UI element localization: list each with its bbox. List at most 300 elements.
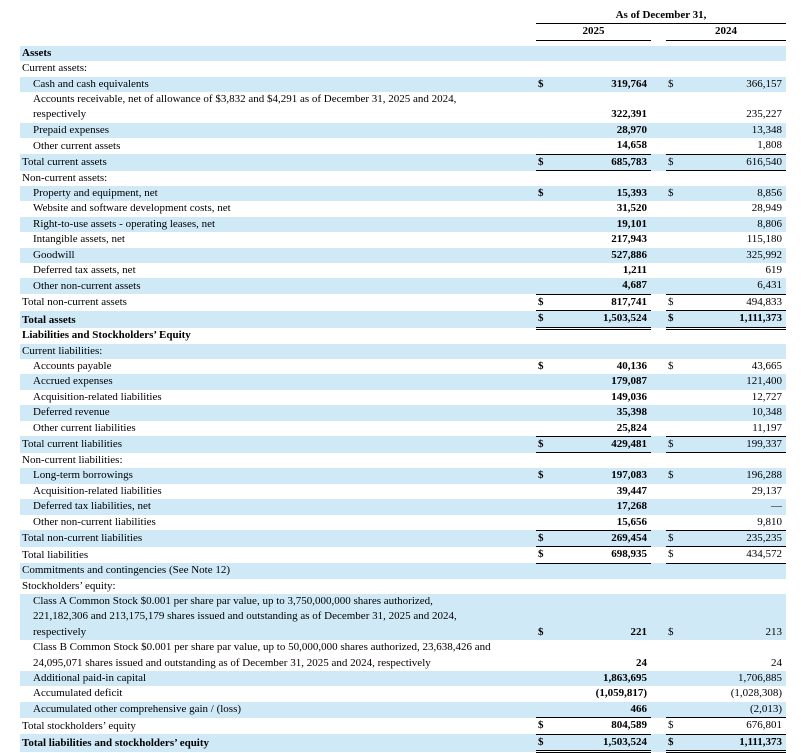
amount-wrap (536, 702, 651, 717)
amount-value: 269,454 (611, 531, 647, 544)
amount-wrap (536, 155, 651, 170)
amount-value: 35,398 (616, 406, 647, 419)
row-label: Other non-current assets (20, 278, 536, 294)
amount-wrap (666, 515, 786, 530)
dollar-sign: $ (668, 359, 674, 372)
amount-wrap (536, 515, 651, 530)
table-row (20, 201, 786, 216)
column-gap (651, 484, 666, 499)
amount-2025 (536, 453, 651, 468)
amount-value: 235,235 (746, 531, 783, 544)
amount-value: 28,949 (751, 202, 783, 215)
column-gap (651, 374, 666, 389)
column-gap (651, 201, 666, 216)
amount-value: 29,137 (751, 484, 783, 497)
row-label: Total assets (20, 311, 536, 328)
amount-wrap (536, 374, 651, 389)
amount-2025 (536, 217, 651, 232)
row-label: Accumulated deficit (33, 687, 123, 700)
column-gap (651, 453, 666, 468)
amount-wrap (536, 248, 651, 263)
amount-wrap (666, 547, 786, 562)
row-label-line: respectively (33, 625, 87, 638)
amount-2025 (536, 734, 651, 751)
dollar-sign: $ (538, 186, 544, 199)
dollar-sign: $ (538, 548, 544, 561)
column-gap (651, 92, 666, 123)
row-label: Website and software development costs, net (33, 202, 231, 215)
row-label: Non-current liabilities: (22, 453, 123, 466)
table-row (20, 579, 786, 594)
table-row (20, 421, 786, 437)
amount-2025 (536, 61, 651, 76)
amount-2025 (536, 311, 651, 328)
amount-value: 13,348 (751, 123, 783, 136)
dollar-sign: $ (668, 735, 674, 748)
amount-2025 (536, 374, 651, 389)
amount-2024 (666, 453, 786, 468)
column-gap (651, 278, 666, 294)
amount-wrap (536, 390, 651, 405)
row-label: Other non-current liabilities (33, 516, 156, 528)
amount-2025 (536, 530, 651, 546)
dollar-sign: $ (538, 469, 544, 482)
amount-2024 (666, 171, 786, 186)
table-row (20, 547, 786, 563)
amount-2025 (536, 702, 651, 718)
amount-value: 1,503,524 (603, 735, 647, 748)
amount-value: 121,400 (746, 375, 783, 388)
amount-2024 (666, 217, 786, 232)
amount-value: 28,970 (616, 123, 647, 136)
table-row (20, 374, 786, 389)
dollar-sign: $ (668, 531, 674, 544)
table-row (20, 686, 786, 701)
row-label: Other current liabilities (33, 422, 136, 435)
dollar-sign: $ (538, 312, 544, 325)
row-label: Total stockholders’ equity (22, 719, 136, 732)
column-gap (651, 594, 666, 640)
amount-2025 (536, 154, 651, 170)
amount-2025 (536, 201, 651, 216)
row-label: Additional paid-in capital (20, 671, 536, 686)
table-row (20, 344, 786, 359)
amount-wrap (536, 278, 651, 293)
dollar-sign: $ (538, 625, 544, 638)
amount-value: 197,083 (611, 469, 647, 482)
amount-2025 (536, 390, 651, 405)
amount-wrap (666, 138, 786, 153)
amount-wrap (666, 311, 786, 326)
amount-wrap (536, 201, 651, 216)
amount-wrap (666, 263, 786, 278)
amount-2024 (666, 421, 786, 437)
table-row (20, 359, 786, 374)
row-label: Deferred tax liabilities, net (20, 499, 536, 514)
amount-value: 429,481 (611, 437, 647, 450)
dollar-sign: $ (668, 625, 674, 638)
amount-value: 8,806 (757, 217, 783, 230)
amount-value: 9,810 (757, 515, 783, 528)
amount-2024 (666, 359, 786, 374)
row-label: Assets (20, 46, 536, 61)
column-gap (651, 61, 666, 76)
amount-wrap (666, 718, 786, 733)
row-label-line: 24,095,071 shares issued and outstanding as of December 31, 2025 and 2024, respectively (33, 656, 431, 669)
amount-value: 235,227 (746, 108, 783, 121)
dollar-sign: $ (668, 155, 674, 168)
table-row (20, 718, 786, 734)
column-gap (651, 24, 666, 40)
amount-2024 (666, 201, 786, 216)
header-empty-cell (20, 8, 536, 24)
amount-value: 1,111,373 (739, 735, 783, 748)
amount-wrap (536, 186, 651, 201)
row-label: Accounts payable (33, 359, 112, 372)
amount-2025 (536, 421, 651, 437)
amount-wrap (666, 107, 786, 122)
amount-wrap (666, 484, 786, 499)
amount-value: 19,101 (616, 217, 647, 230)
amount-wrap (536, 625, 651, 640)
amount-2024 (666, 484, 786, 499)
row-label: Current assets: (22, 62, 88, 75)
column-gap (651, 232, 666, 247)
table-row (20, 46, 786, 61)
row-label: Total liabilities and stockholders’ equity (20, 734, 536, 751)
amount-2025 (536, 328, 651, 343)
amount-wrap (666, 390, 786, 405)
row-label: Long-term borrowings (20, 468, 536, 483)
amount-wrap (536, 77, 651, 92)
column-gap (651, 46, 666, 61)
amount-2024 (666, 563, 786, 578)
table-row (20, 138, 786, 154)
amount-2024 (666, 405, 786, 420)
amount-value: 619 (765, 264, 783, 276)
amount-2024 (666, 294, 786, 310)
dollar-sign: $ (538, 531, 544, 544)
amount-wrap (536, 359, 651, 374)
amount-2024 (666, 278, 786, 294)
dollar-sign: $ (668, 77, 674, 90)
amount-value: 115,180 (746, 233, 783, 246)
amount-wrap (536, 531, 651, 546)
amount-wrap (536, 311, 651, 326)
amount-2024 (666, 92, 786, 123)
amount-2025 (536, 138, 651, 154)
amount-value: 10,348 (751, 406, 783, 419)
amount-value: 1,503,524 (603, 312, 647, 325)
row-label: Right-to-use assets - operating leases, net (20, 217, 536, 232)
amount-2024 (666, 640, 786, 671)
amount-value: 31,520 (616, 202, 647, 215)
amount-value: 24 (771, 656, 783, 669)
page (0, 8, 809, 750)
amount-2024 (666, 61, 786, 76)
column-gap (651, 138, 666, 154)
row-label: Stockholders’ equity: (22, 579, 116, 592)
amount-value: 14,658 (616, 139, 647, 152)
amount-2024 (666, 154, 786, 170)
amount-wrap (536, 499, 651, 514)
amount-2024 (666, 390, 786, 405)
amount-2024 (666, 468, 786, 483)
column-gap (651, 328, 666, 343)
amount-value: 366,157 (746, 77, 783, 90)
amount-wrap (536, 123, 651, 138)
amount-wrap (666, 232, 786, 247)
amount-2025 (536, 468, 651, 483)
amount-value: 466 (630, 702, 647, 715)
table-row (20, 123, 786, 138)
amount-value: 39,447 (616, 484, 647, 497)
column-gap (651, 154, 666, 170)
column-gap (651, 405, 666, 420)
row-label: Non-current assets: (22, 171, 108, 184)
dollar-sign: $ (538, 295, 544, 308)
amount-2024 (666, 515, 786, 531)
column-gap (651, 248, 666, 263)
amount-2025 (536, 405, 651, 420)
amount-wrap (666, 201, 786, 216)
amount-value: 1,863,695 (603, 672, 647, 685)
row-label: Property and equipment, net (20, 186, 536, 201)
amount-value: (1,028,308) (730, 687, 783, 700)
amount-2025 (536, 248, 651, 263)
amount-wrap (536, 138, 651, 153)
amount-2024 (666, 232, 786, 247)
amount-value: 196,288 (746, 469, 783, 482)
amount-wrap (666, 421, 786, 436)
dollar-sign: $ (538, 359, 544, 372)
amount-wrap (666, 468, 786, 483)
amount-value: (1,059,817) (595, 687, 647, 700)
amount-value: (2,013) (749, 702, 783, 715)
column-gap (651, 390, 666, 405)
dollar-sign: $ (668, 437, 674, 450)
amount-2024 (666, 248, 786, 263)
amount-wrap (666, 625, 786, 640)
amount-value: 40,136 (616, 359, 647, 372)
amount-value: 221 (630, 625, 647, 638)
dollar-sign: $ (668, 719, 674, 732)
amount-2024 (666, 344, 786, 359)
table-row (20, 499, 786, 514)
balance-sheet-table (20, 8, 786, 753)
amount-2024 (666, 138, 786, 154)
balance-sheet-body (20, 46, 786, 752)
amount-2024 (666, 186, 786, 201)
amount-2025 (536, 359, 651, 374)
amount-value: 804,589 (611, 719, 647, 732)
table-row (20, 405, 786, 420)
amount-2025 (536, 344, 651, 359)
column-gap (651, 421, 666, 437)
amount-2025 (536, 278, 651, 294)
amount-value: 494,833 (746, 295, 783, 308)
column-gap (651, 294, 666, 310)
row-label: Prepaid expenses (20, 123, 536, 138)
header-year-2025: 2025 (536, 24, 651, 40)
table-row (20, 171, 786, 186)
table-row (20, 61, 786, 76)
row-label: Liabilities and Stockholders’ Equity (22, 329, 191, 342)
amount-wrap (536, 671, 651, 686)
amount-2024 (666, 671, 786, 686)
column-gap (651, 671, 666, 686)
column-gap (651, 263, 666, 278)
amount-value: 217,943 (611, 233, 647, 246)
amount-wrap (666, 437, 786, 452)
column-gap (651, 718, 666, 734)
dollar-sign: $ (538, 719, 544, 732)
amount-wrap (536, 735, 651, 750)
table-row (20, 594, 786, 640)
table-row (20, 468, 786, 483)
amount-value: 698,935 (611, 548, 647, 561)
dollar-sign: $ (668, 312, 674, 325)
amount-value: 1,211 (622, 264, 647, 276)
amount-2024 (666, 499, 786, 514)
amount-2024 (666, 594, 786, 640)
amount-2025 (536, 579, 651, 594)
amount-wrap (666, 217, 786, 232)
amount-2024 (666, 46, 786, 61)
amount-value: 319,764 (611, 77, 647, 90)
amount-2024 (666, 311, 786, 328)
amount-wrap (666, 248, 786, 263)
column-gap (651, 530, 666, 546)
amount-2025 (536, 547, 651, 563)
amount-value: 17,268 (616, 500, 647, 513)
row-label (20, 92, 536, 123)
header-empty-cell (20, 24, 536, 40)
amount-wrap (666, 186, 786, 201)
column-gap (651, 686, 666, 701)
amount-2024 (666, 734, 786, 751)
amount-wrap (666, 671, 786, 686)
amount-2025 (536, 92, 651, 123)
column-gap (651, 77, 666, 92)
amount-2025 (536, 718, 651, 734)
amount-wrap (666, 499, 786, 514)
amount-wrap (666, 278, 786, 293)
row-label: Other current assets (33, 139, 121, 152)
table-row (20, 263, 786, 278)
table-row (20, 453, 786, 468)
table-row (20, 515, 786, 531)
amount-2025 (536, 232, 651, 247)
amount-wrap (536, 547, 651, 562)
amount-value: 12,727 (751, 390, 783, 403)
amount-value: 43,665 (751, 359, 783, 372)
amount-wrap (666, 656, 786, 671)
amount-2025 (536, 563, 651, 578)
amount-wrap (536, 468, 651, 483)
amount-wrap (666, 735, 786, 750)
amount-value: 1,111,373 (739, 312, 783, 325)
row-label-line: Class B Common Stock $0.001 per share par value, up to 50,000,000 shares authorized, 23,638,426 and (33, 641, 491, 654)
dollar-sign: $ (538, 437, 544, 450)
column-gap (651, 186, 666, 201)
amount-2025 (536, 436, 651, 452)
column-gap (651, 436, 666, 452)
table-row (20, 232, 786, 247)
amount-2025 (536, 484, 651, 499)
table-row (20, 734, 786, 751)
dollar-sign: $ (538, 735, 544, 748)
dollar-sign: $ (538, 155, 544, 168)
row-label-line: Accounts receivable, net of allowance of $3,832 and $4,291 as of December 31, 2025 and 2024, (33, 93, 457, 106)
amount-value: 8,856 (757, 186, 783, 199)
table-row (20, 92, 786, 123)
row-label-line: Class A Common Stock $0.001 per share par value, up to 3,750,000,000 shares authorized, (33, 595, 433, 608)
table-row (20, 186, 786, 201)
amount-value: 11,197 (752, 421, 783, 434)
amount-wrap (666, 702, 786, 717)
table-row (20, 563, 786, 578)
column-gap (651, 579, 666, 594)
amount-value: 179,087 (611, 375, 647, 388)
amount-wrap (536, 295, 651, 310)
amount-wrap (666, 359, 786, 374)
amount-wrap (536, 718, 651, 733)
column-gap (651, 547, 666, 563)
amount-value: 25,824 (616, 421, 647, 434)
amount-wrap (536, 656, 651, 671)
amount-wrap (666, 123, 786, 138)
amount-value: 527,886 (611, 248, 647, 261)
amount-wrap (666, 531, 786, 546)
table-row (20, 248, 786, 263)
column-gap (651, 640, 666, 671)
dollar-sign: $ (538, 77, 544, 90)
amount-value: 325,992 (746, 248, 783, 261)
column-gap (651, 734, 666, 751)
column-gap (651, 171, 666, 186)
table-row (20, 671, 786, 686)
amount-2025 (536, 263, 651, 278)
header-years-row (20, 24, 786, 40)
amount-2024 (666, 579, 786, 594)
amount-2024 (666, 686, 786, 701)
amount-2025 (536, 515, 651, 531)
amount-wrap (666, 374, 786, 389)
column-gap (651, 468, 666, 483)
dollar-sign: $ (668, 295, 674, 308)
header-date-row (20, 8, 786, 24)
amount-value: 322,391 (611, 108, 647, 121)
amount-value: 24 (636, 656, 647, 669)
column-gap (651, 499, 666, 514)
column-gap (651, 563, 666, 578)
amount-2024 (666, 718, 786, 734)
amount-wrap (666, 686, 786, 701)
amount-value: 1,808 (757, 139, 783, 152)
amount-2025 (536, 294, 651, 310)
column-gap (651, 217, 666, 232)
amount-2024 (666, 436, 786, 452)
column-gap (651, 702, 666, 718)
amount-2025 (536, 594, 651, 640)
header-date-label: As of December 31, (536, 8, 786, 24)
amount-wrap (536, 107, 651, 122)
column-gap (651, 515, 666, 531)
row-label (20, 594, 536, 640)
table-row (20, 294, 786, 310)
dollar-sign: $ (668, 186, 674, 199)
